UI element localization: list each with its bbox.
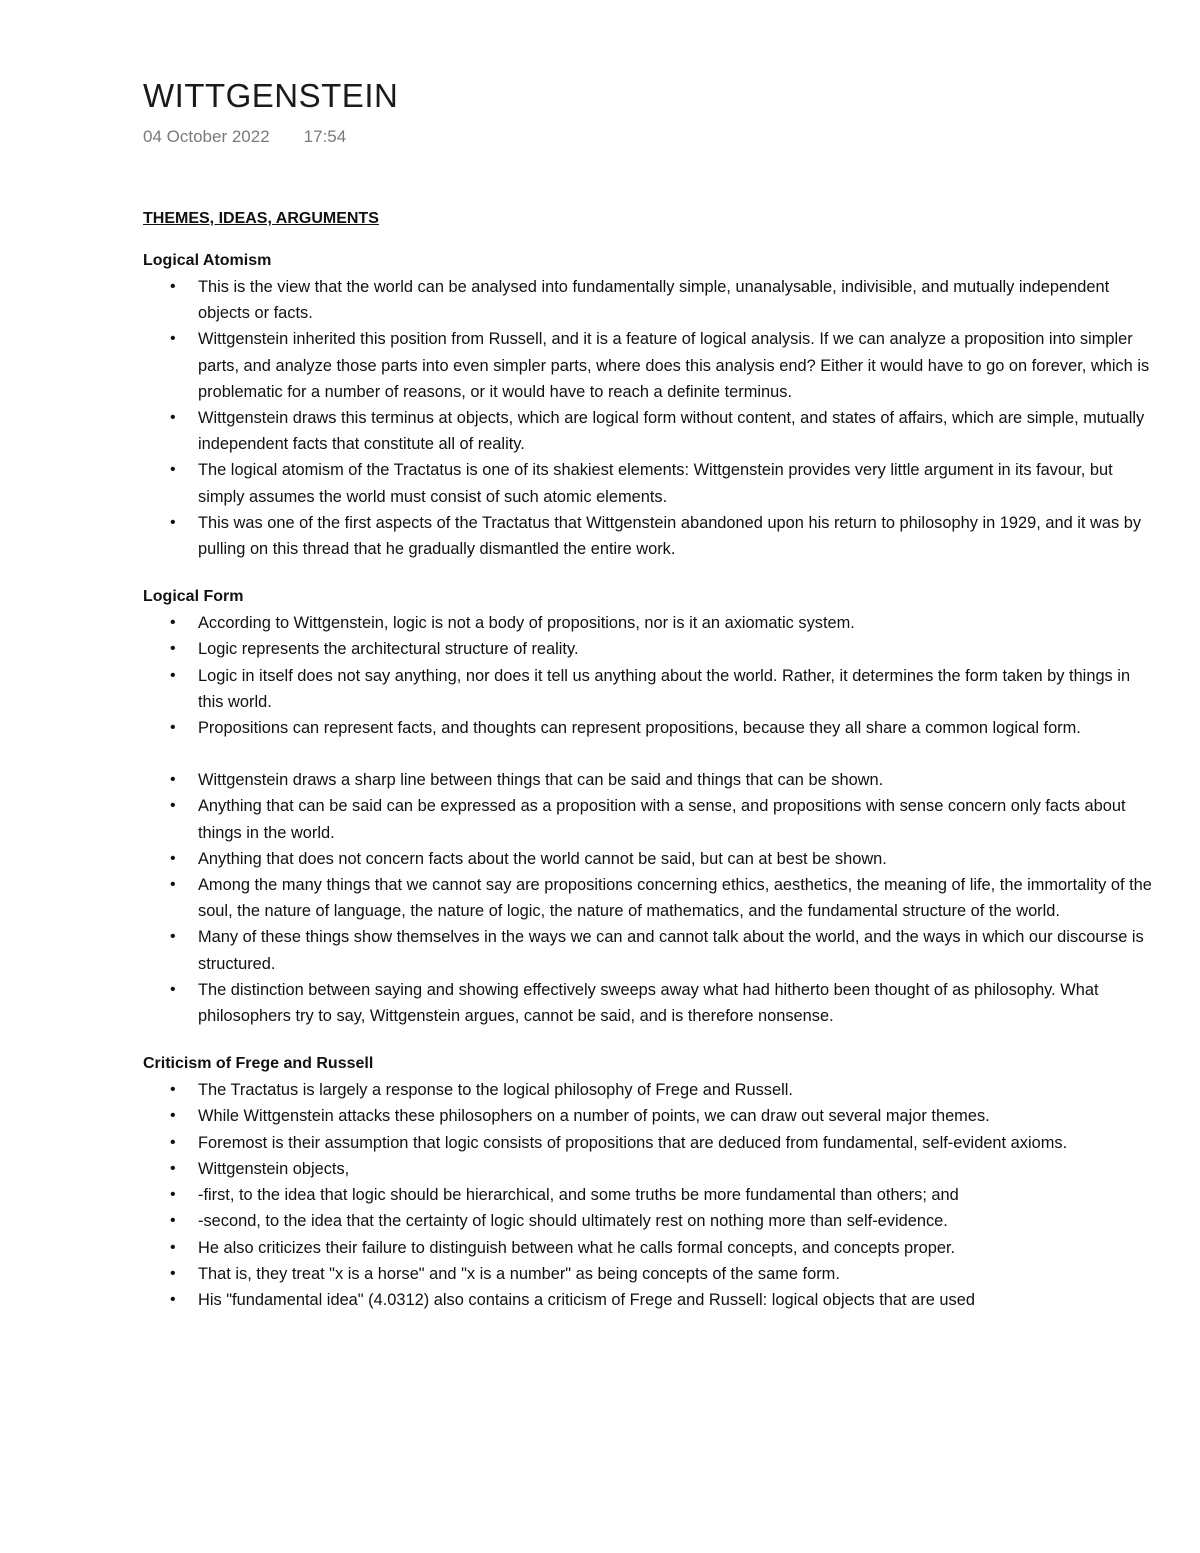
bullet-item: • Anything that can be said can be expressed as a proposition with a sense, and propositions with sense concern only facts about things in the world. bbox=[143, 793, 1153, 845]
bullet-item: • The Tractatus is largely a response to the logical philosophy of Frege and Russell. bbox=[143, 1077, 1153, 1103]
sections-container bbox=[143, 248, 1153, 1313]
bullet-item: • Wittgenstein objects, bbox=[143, 1156, 1153, 1182]
bullet-item: • -second, to the idea that the certainty of logic should ultimately rest on nothing more than self-evidence. bbox=[143, 1208, 1153, 1234]
note-time: 17:54 bbox=[303, 127, 347, 146]
bullet-item: • His "fundamental idea" (4.0312) also contains a criticism of Frege and Russell: logical objects that are used bbox=[143, 1287, 1153, 1313]
bullet-item: • Wittgenstein draws a sharp line between things that can be said and things that can be shown. bbox=[143, 767, 1153, 793]
section-heading: Logical Form bbox=[143, 588, 244, 606]
bullet-item: • This was one of the first aspects of the Tractatus that Wittgenstein abandoned upon his return to philosophy in 1929, and it was by pulling on this thread that he gradually dismantled the entire work. bbox=[143, 510, 1153, 562]
bullet-item: • Logic in itself does not say anything, nor does it tell us anything about the world. Rather, it determines the form taken by things in this world. bbox=[143, 663, 1153, 715]
bullet-item: • Wittgenstein inherited this position from Russell, and it is a feature of logical analysis. If we can analyze a proposition into simpler parts, and analyze those parts into even simpler parts, where does this analysis end? Either it would have to go on forever, which is problematic for a number of reasons, or it would have to reach a definite terminus. bbox=[143, 326, 1153, 405]
bullet-item: • Propositions can represent facts, and thoughts can represent propositions, because they all share a common logical form. bbox=[143, 715, 1153, 741]
section-heading: Logical Atomism bbox=[143, 252, 272, 269]
bullet-item: • This is the view that the world can be analysed into fundamentally simple, unanalysable, indivisible, and mutually independent objects or facts. bbox=[143, 274, 1153, 326]
bullet-list bbox=[143, 274, 1153, 562]
bullet-item: • Logic represents the architectural structure of reality. bbox=[143, 636, 1153, 662]
section-title: THEMES, IDEAS, ARGUMENTS bbox=[143, 210, 379, 227]
page-title: WITTGENSTEIN bbox=[143, 77, 399, 114]
bullet-item: • Foremost is their assumption that logic consists of propositions that are deduced from fundamental, self-evident axioms. bbox=[143, 1130, 1153, 1156]
bullet-item: • Anything that does not concern facts about the world cannot be said, but can at best be shown. bbox=[143, 846, 1153, 872]
bullet-item: • According to Wittgenstein, logic is not a body of propositions, nor is it an axiomatic system. bbox=[143, 610, 1153, 636]
bullet-list bbox=[143, 610, 1153, 1029]
bullet-item: • Many of these things show themselves in the ways we can and cannot talk about the world, and the ways in which our discourse is structured. bbox=[143, 924, 1153, 976]
bullet-item: • The distinction between saying and showing effectively sweeps away what had hitherto been thought of as philosophy. What philosophers try to say, Wittgenstein argues, cannot be said, and is therefore nonsense. bbox=[143, 977, 1153, 1029]
bullet-item: • Wittgenstein draws this terminus at objects, which are logical form without content, and states of affairs, which are simple, mutually independent facts that constitute all of reality. bbox=[143, 405, 1153, 457]
bullet-item: • The logical atomism of the Tractatus is one of its shakiest elements: Wittgenstein provides very little argument in its favour, but simply assumes the world must consist of such atomic elements. bbox=[143, 457, 1153, 509]
bullet-item: • While Wittgenstein attacks these philosophers on a number of points, we can draw out several major themes. bbox=[143, 1103, 1153, 1129]
note-timestamp bbox=[143, 126, 1153, 148]
bullet-item: • He also criticizes their failure to distinguish between what he calls formal concepts, and concepts proper. bbox=[143, 1235, 1153, 1261]
note-date: 04 October 2022 bbox=[143, 127, 270, 146]
bullet-item: • -first, to the idea that logic should be hierarchical, and some truths be more fundamental than others; and bbox=[143, 1182, 1153, 1208]
blank-line bbox=[143, 741, 1153, 767]
document-page bbox=[143, 74, 1153, 1313]
bullet-item: • Among the many things that we cannot say are propositions concerning ethics, aesthetics, the meaning of life, the immortality of the soul, the nature of language, the nature of logic, the nature of mathematics, and the fundamental structure of the world. bbox=[143, 872, 1153, 924]
bullet-item: • That is, they treat "x is a horse" and "x is a number" as being concepts of the same form. bbox=[143, 1261, 1153, 1287]
bullet-list bbox=[143, 1077, 1153, 1313]
section-heading: Criticism of Frege and Russell bbox=[143, 1055, 374, 1073]
